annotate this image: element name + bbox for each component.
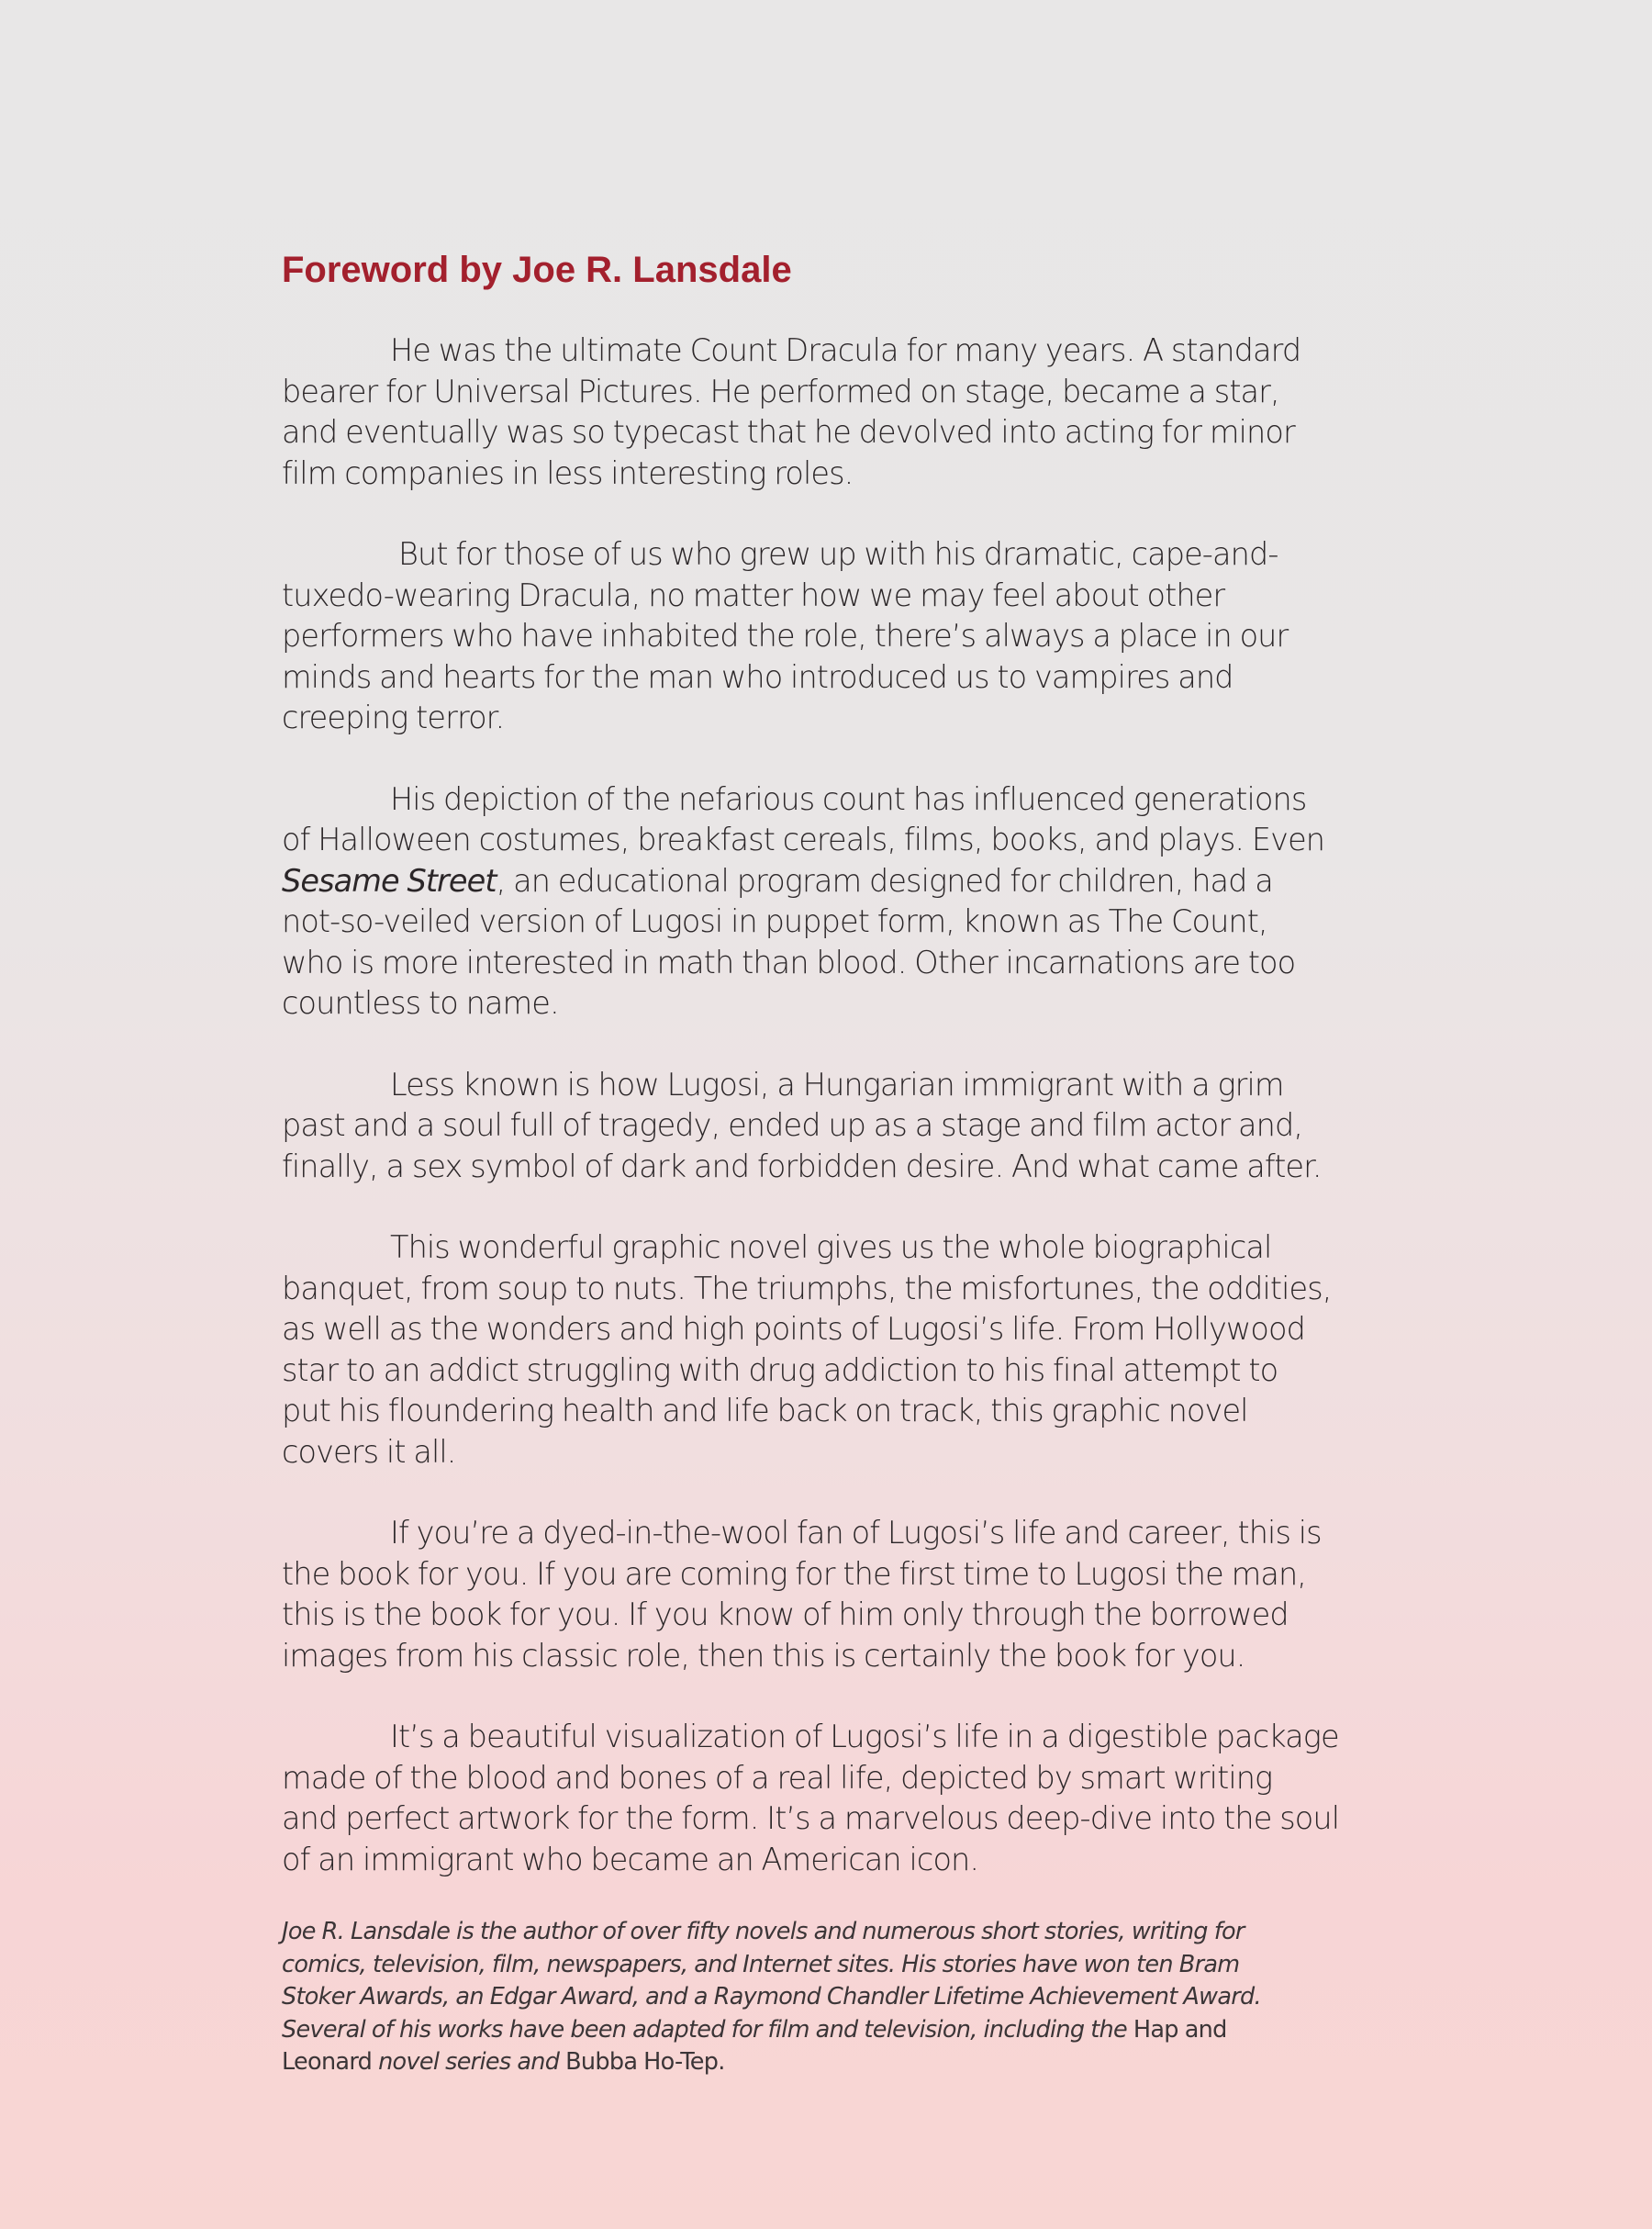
paragraph-line: this is the book for you. If you know of him only through the borrowed <box>282 1596 1289 1632</box>
paragraph-line: as well as the wonders and high points of Lugosi’s life. From Hollywood <box>282 1311 1305 1347</box>
paragraph-1 <box>282 330 1383 494</box>
paragraph-line: covers it all. <box>282 1433 456 1470</box>
paragraph-5 <box>282 1227 1383 1473</box>
paragraph-line: Less known is how Lugosi, a Hungarian immigrant with a grim <box>390 1066 1284 1103</box>
paragraph-line: and eventually was so typecast that he devolved into acting for minor <box>282 414 1295 450</box>
bio-line <box>282 2014 1383 2047</box>
paragraph-line: images from his classic role, then this is certainly the book for you. <box>282 1637 1245 1674</box>
paragraph-line: It’s a beautiful visualization of Lugosi’s life in a digestible package <box>390 1719 1339 1754</box>
paragraph-line: made of the blood and bones of a real life, depicted by smart writing <box>282 1759 1273 1796</box>
paragraph-line: the book for you. If you are coming for the first time to Lugosi the man, <box>282 1555 1307 1592</box>
bio-text: Several of his works have been adapted for film and television, including the <box>282 2015 1133 2044</box>
bio-title-roman: Bubba Ho-Tep <box>565 2048 719 2076</box>
bio-line: Joe R. Lansdale is the author of over fifty novels and numerous short stories, writing for <box>282 1918 1245 1945</box>
paragraph-line: film companies in less interesting roles. <box>282 454 854 491</box>
paragraph-line: of an immigrant who became an American icon. <box>282 1841 979 1877</box>
paragraph-line <box>282 861 1383 902</box>
paragraph-line: countless to name. <box>282 985 559 1021</box>
paragraph-line: bearer for Universal Pictures. He performed on stage, became a star, <box>282 373 1279 409</box>
bio-line: Stoker Awards, an Edgar Award, and a Raymond Chandler Lifetime Achievement Award. <box>282 1983 1261 2011</box>
author-bio <box>282 1916 1383 2079</box>
paragraph-line: tuxedo-wearing Dracula, no matter how we may feel about other <box>282 577 1225 613</box>
bio-title-roman: Hap <box>1133 2015 1178 2044</box>
foreword-heading: Foreword by Joe R. Lansdale <box>282 250 792 290</box>
paragraph-line: He was the ultimate Count Dracula for many years. A standard <box>390 332 1301 368</box>
paragraph-line: performers who have inhabited the role, there’s always a place in our <box>282 618 1289 654</box>
paragraph-line: past and a soul full of tragedy, ended up as a stage and film actor and, <box>282 1107 1303 1143</box>
paragraph-line: who is more interested in math than blood. Other incarnations are too <box>282 944 1296 980</box>
paragraph-3 <box>282 779 1383 1025</box>
paragraph-line: But for those of us who grew up with his dramatic, cape-and- <box>398 536 1278 572</box>
paragraph-line: finally, a sex symbol of dark and forbidden desire. And what came after. <box>282 1148 1322 1184</box>
italic-title: Sesame Street <box>282 862 497 899</box>
paragraph-line: creeping terror. <box>282 700 505 735</box>
bio-text-roman: . <box>718 2048 725 2076</box>
bio-line: comics, television, film, newspapers, and Internet sites. His stories have won ten Bram <box>282 1950 1240 1978</box>
foreword-body <box>282 330 1383 1921</box>
bio-line <box>282 2046 1383 2079</box>
bio-text-roman: and <box>1178 2015 1227 2044</box>
bio-title-roman: Leonard <box>282 2048 373 2076</box>
paragraph-line: This wonderful graphic novel gives us the whole biographical <box>390 1229 1272 1265</box>
paragraph-line: banquet, from soup to nuts. The triumphs, the misfortunes, the oddities, <box>282 1270 1332 1306</box>
paragraph-line: If you’re a dyed-in-the-wool fan of Lugosi’s life and career, this is <box>390 1515 1322 1551</box>
paragraph-line: of Halloween costumes, breakfast cereals, films, books, and plays. Even <box>282 822 1325 857</box>
paragraph-line: put his floundering health and life back on track, this graphic novel <box>282 1393 1248 1428</box>
bio-text: novel series and <box>372 2048 566 2076</box>
paragraph-line: and perfect artwork for the form. It’s a marvelous deep-dive into the soul <box>282 1800 1340 1836</box>
paragraph-6 <box>282 1513 1383 1676</box>
paragraph-line: His depiction of the nefarious count has influenced generations <box>390 780 1307 817</box>
paragraph-line: minds and hearts for the man who introduced us to vampires and <box>282 658 1233 695</box>
paragraph-4 <box>282 1065 1383 1188</box>
paragraph-2 <box>282 534 1383 739</box>
paragraph-7 <box>282 1717 1383 1880</box>
italic-line-rest: , an educational program designed for children, had a <box>496 862 1273 899</box>
paragraph-line: star to an addict struggling with drug addiction to his final attempt to <box>282 1351 1278 1388</box>
paragraph-line: not-so-veiled version of Lugosi in puppet form, known as The Count, <box>282 903 1267 939</box>
